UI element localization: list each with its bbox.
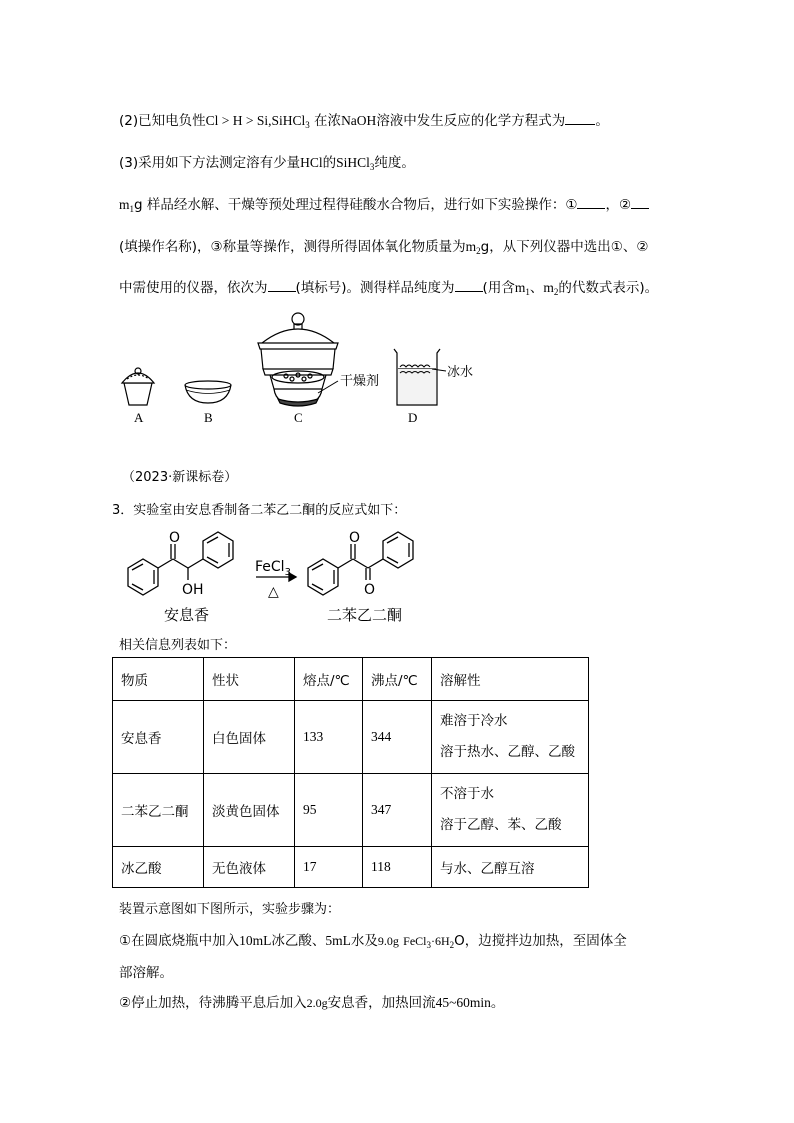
heat-symbol: △	[268, 584, 279, 600]
table-cell: 无色液体	[204, 847, 295, 888]
benzene-ring-icon	[308, 559, 338, 595]
step-1-line-2: 部溶解。	[119, 965, 173, 981]
answer-blank[interactable]	[455, 279, 483, 292]
question-3-heading: 3．实验室由安息香制备二苯乙二酮的反应式如下：	[112, 503, 407, 518]
svg-text:O: O	[349, 530, 361, 546]
step-2-line: ②停止加热，待沸腾平息后加入2.0g安息香，加热回流45~60min。	[119, 995, 505, 1011]
product-name: 二苯乙二酮	[327, 606, 403, 624]
question-2-line: (2)已知电负性Cl > H > Si,SiHCl$_3$ 在浓NaOH溶液中发生反应的化学方程式为 。	[119, 113, 609, 130]
table-cell: 133	[295, 701, 363, 774]
table-cell: 347	[363, 774, 432, 847]
desiccator-icon	[258, 313, 338, 406]
paragraph-line-1: $m_1g$ 样品经水解、干燥等预处理过程得硅酸水合物后，进行如下实验操作：① ，②	[119, 193, 649, 213]
properties-table	[112, 657, 589, 888]
table-row	[113, 774, 589, 847]
table-cell: 95	[295, 774, 363, 847]
steps-intro: 装置示意图如下图所示，实验步骤为：	[119, 902, 341, 917]
answer-blank[interactable]	[268, 279, 296, 292]
header-cell: 物质	[113, 658, 204, 701]
table-cell: 难溶于冷水 溶于热水、乙醇、乙酸	[432, 701, 589, 774]
table-header-row	[113, 658, 589, 701]
evaporating-dish-icon	[185, 381, 231, 403]
svg-text:O: O	[364, 582, 376, 598]
header-cell: 性状	[204, 658, 295, 701]
label-a: A	[134, 410, 144, 425]
table-row	[113, 701, 589, 774]
header-cell: 沸点/℃	[363, 658, 432, 701]
answer-blank[interactable]	[577, 196, 605, 209]
step-1-line: ①在圆底烧瓶中加入10mL冰乙酸、5mL水及9.0g $FeCl_3\cdot 6H_2O$，边搅拌边加热，至固体全	[119, 933, 627, 950]
table-cell: 冰乙酸	[113, 847, 204, 888]
table-cell: 与水、乙醇互溶	[432, 847, 589, 888]
table-intro: 相关信息列表如下：	[119, 638, 237, 653]
svg-text:O: O	[169, 530, 181, 546]
label-c: C	[294, 410, 303, 425]
table-cell: 安息香	[113, 701, 204, 774]
table-cell: 淡黄色固体	[204, 774, 295, 847]
ice-water-label: 冰水	[447, 365, 474, 380]
paragraph-line-3: 中需使用的仪器，依次为 (填标号)。测得样品纯度为 (用含$m_1$、$m_2$的代数式表示)。	[119, 280, 659, 297]
table-cell: 118	[363, 847, 432, 888]
question-3-line: (3)采用如下方法测定溶有少量HCl的SiHCl$_3$纯度。	[119, 155, 415, 172]
paragraph-line-2: (填操作名称)，③称量等操作，测得所得固体氧化物质量为$m_2g$，从下列仪器中选出①、②	[119, 239, 649, 256]
table-cell: 17	[295, 847, 363, 888]
reagent-label: FeCl$_3$	[255, 559, 291, 578]
table-cell: 不溶于水 溶于乙醇、苯、乙酸	[432, 774, 589, 847]
label-b: B	[204, 410, 213, 425]
reactant-name: 安息香	[164, 606, 210, 624]
desiccant-label: 干燥剂	[340, 374, 380, 389]
table-cell: 白色固体	[204, 701, 295, 774]
table-cell: 二苯乙二酮	[113, 774, 204, 847]
benzene-ring-icon	[128, 559, 158, 595]
reaction-scheme	[118, 522, 438, 626]
answer-blank[interactable]	[565, 112, 595, 125]
crucible-icon	[122, 368, 154, 405]
hydroxyl-label: OH	[182, 582, 204, 598]
header-cell: 熔点/℃	[295, 658, 363, 701]
answer-blank[interactable]	[631, 196, 649, 209]
table-row	[113, 847, 589, 888]
source-tag: （2023·新课标卷）	[122, 470, 238, 485]
label-d: D	[408, 410, 418, 425]
header-cell: 溶解性	[432, 658, 589, 701]
benzene-ring-icon	[383, 532, 413, 568]
beaker-icon	[394, 349, 446, 405]
benzene-ring-icon	[203, 532, 233, 568]
table-cell: 344	[363, 701, 432, 774]
